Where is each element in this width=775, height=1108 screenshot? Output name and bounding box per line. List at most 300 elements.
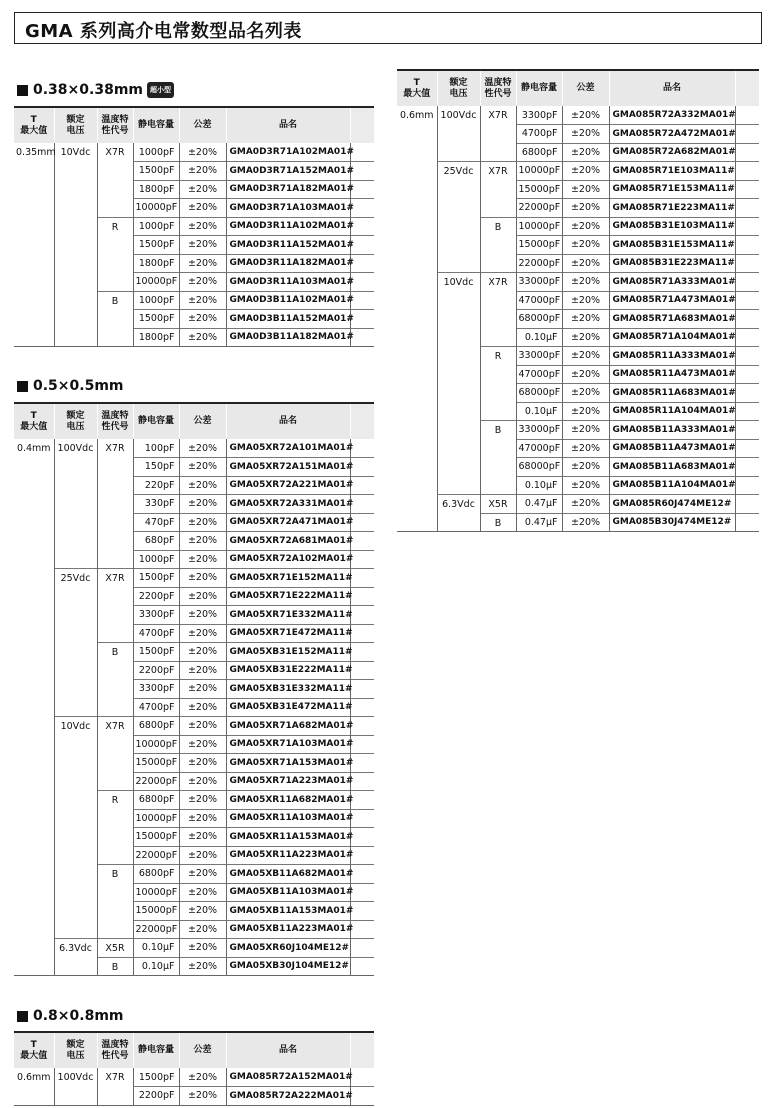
cell-voltage: 10Vdc — [54, 143, 97, 162]
cell-tolerance: ±20% — [179, 310, 226, 329]
section-heading-038 — [17, 82, 174, 98]
cell-part-number: GMA05XR72A102MA01# — [226, 550, 350, 569]
cell-thickness — [14, 939, 54, 958]
cell-voltage — [54, 643, 97, 662]
cell-voltage — [54, 1087, 97, 1106]
cell-temp-char — [480, 291, 516, 310]
cell-part-number: GMA085R60J474ME12# — [609, 495, 735, 514]
cell-voltage: 6.3Vdc — [54, 939, 97, 958]
cell-voltage — [54, 902, 97, 921]
table-row — [14, 532, 374, 551]
header-part-number — [226, 107, 350, 143]
cell-temp-char: X7R — [97, 717, 133, 736]
cell-capacitance: 3300pF — [516, 106, 562, 125]
cell-temp-char — [480, 125, 516, 144]
cell-tolerance: ±20% — [179, 254, 226, 273]
table-row — [14, 439, 374, 458]
header-tolerance — [179, 403, 226, 439]
cell-thickness — [397, 143, 437, 162]
header-tolerance-text: 公差 — [193, 120, 212, 131]
cell-spacer — [735, 495, 759, 514]
cell-voltage — [437, 254, 480, 273]
table-row — [397, 328, 759, 347]
cell-capacitance: 0.10μF — [516, 328, 562, 347]
cell-voltage — [437, 291, 480, 310]
cell-thickness — [14, 717, 54, 736]
cell-tolerance: ±20% — [562, 402, 609, 421]
cell-part-number: GMA05XR71E222MA11# — [226, 587, 350, 606]
cell-temp-char — [97, 495, 133, 514]
cell-temp-char: X7R — [480, 106, 516, 125]
cell-capacitance: 22000pF — [516, 254, 562, 273]
cell-thickness — [14, 957, 54, 976]
cell-capacitance: 1500pF — [133, 236, 179, 255]
table-row — [14, 643, 374, 662]
cell-temp-char — [480, 365, 516, 384]
table-row — [14, 291, 374, 310]
table-row — [14, 458, 374, 477]
cell-voltage — [54, 791, 97, 810]
cell-thickness: 0.35mm — [16, 147, 56, 158]
cell-part-number: GMA085R72A682MA01# — [609, 143, 735, 162]
table-row — [14, 883, 374, 902]
cell-spacer — [350, 754, 374, 773]
cell-temp-char — [97, 735, 133, 754]
cell-tolerance: ±20% — [179, 939, 226, 958]
cell-thickness — [14, 254, 54, 273]
cell-part-number: GMA05XR71E472MA11# — [226, 624, 350, 643]
header-rated-voltage-text: 额定 — [66, 115, 85, 126]
cell-temp-char — [97, 310, 133, 329]
cell-temp-char — [97, 458, 133, 477]
table-row — [14, 587, 374, 606]
cell-voltage — [54, 606, 97, 625]
cell-voltage: 100Vdc — [437, 106, 480, 125]
cell-thickness — [14, 902, 54, 921]
cell-capacitance: 10000pF — [516, 162, 562, 181]
cell-thickness — [14, 680, 54, 699]
cell-tolerance: ±20% — [562, 328, 609, 347]
cell-capacitance: 0.10μF — [133, 957, 179, 976]
cell-voltage — [54, 587, 97, 606]
cell-temp-char — [97, 532, 133, 551]
table-row — [397, 476, 759, 495]
spec-table-05 — [14, 402, 374, 976]
cell-spacer — [735, 217, 759, 236]
cell-thickness — [397, 347, 437, 366]
table-row — [397, 439, 759, 458]
cell-tolerance: ±20% — [179, 1068, 226, 1087]
cell-temp-char — [97, 476, 133, 495]
badge-ultra-small: 超小型 — [147, 82, 174, 98]
table-row — [397, 421, 759, 440]
cell-voltage — [437, 439, 480, 458]
cell-voltage — [437, 402, 480, 421]
cell-temp-char: X5R — [480, 495, 516, 514]
cell-voltage — [54, 162, 97, 181]
cell-spacer — [735, 236, 759, 255]
header-tolerance — [562, 70, 609, 106]
cell-spacer — [735, 439, 759, 458]
header-temp-char-subtext: 性代号 — [101, 421, 129, 432]
cell-voltage — [437, 476, 480, 495]
cell-temp-char: B — [97, 643, 133, 662]
cell-part-number: GMA05XR72A221MA01# — [226, 476, 350, 495]
cell-part-number: GMA085R72A152MA01# — [226, 1068, 350, 1087]
cell-thickness — [397, 236, 437, 255]
table-row — [14, 772, 374, 791]
cell-tolerance: ±20% — [179, 236, 226, 255]
cell-part-number: GMA05XR71E332MA11# — [226, 606, 350, 625]
cell-voltage — [54, 865, 97, 884]
table-row — [397, 495, 759, 514]
cell-part-number: GMA085R11A473MA01# — [609, 365, 735, 384]
header-capacitance-text: 静电容量 — [137, 120, 174, 131]
table-row — [397, 162, 759, 181]
cell-spacer — [350, 587, 374, 606]
cell-thickness — [14, 735, 54, 754]
cell-capacitance: 33000pF — [516, 273, 562, 292]
cell-tolerance: ±20% — [179, 513, 226, 532]
cell-part-number: GMA05XR11A103MA01# — [226, 809, 350, 828]
cell-capacitance: 6800pF — [516, 143, 562, 162]
table-row — [14, 902, 374, 921]
cell-thickness — [14, 291, 54, 310]
cell-voltage: 25Vdc — [437, 162, 480, 181]
header-temp-char-subtext: 性代号 — [484, 88, 512, 99]
cell-thickness — [14, 513, 54, 532]
cell-thickness — [14, 809, 54, 828]
table-row — [397, 384, 759, 403]
cell-capacitance: 68000pF — [516, 384, 562, 403]
cell-tolerance: ±20% — [179, 883, 226, 902]
cell-thickness — [397, 328, 437, 347]
cell-capacitance: 10000pF — [133, 735, 179, 754]
cell-thickness — [397, 495, 437, 514]
cell-tolerance: ±20% — [179, 458, 226, 477]
cell-thickness — [14, 920, 54, 939]
header-part-number-text: 品名 — [278, 416, 297, 427]
cell-temp-char: X7R — [97, 439, 133, 458]
table-row — [14, 476, 374, 495]
cell-spacer — [350, 643, 374, 662]
cell-thickness — [397, 199, 437, 218]
cell-spacer — [735, 125, 759, 144]
cell-spacer — [735, 162, 759, 181]
cell-capacitance: 3300pF — [133, 606, 179, 625]
cell-thickness — [14, 754, 54, 773]
cell-thickness — [397, 365, 437, 384]
header-rated-voltage-subtext: 电压 — [66, 1050, 85, 1061]
cell-thickness: 0.6mm — [399, 110, 434, 121]
cell-part-number: GMA05XB11A103MA01# — [226, 883, 350, 902]
cell-capacitance: 1500pF — [133, 310, 179, 329]
cell-part-number: GMA0D3R71A102MA01# — [226, 143, 350, 162]
cell-tolerance: ±20% — [179, 328, 226, 347]
header-rated-voltage-text: 额定 — [66, 1040, 85, 1051]
cell-temp-char — [97, 180, 133, 199]
cell-thickness — [397, 476, 437, 495]
cell-spacer — [350, 495, 374, 514]
cell-voltage — [54, 661, 97, 680]
cell-voltage — [54, 310, 97, 329]
cell-tolerance: ±20% — [562, 421, 609, 440]
cell-capacitance: 33000pF — [516, 347, 562, 366]
cell-capacitance: 150pF — [133, 458, 179, 477]
header-part-number — [609, 70, 735, 106]
cell-capacitance: 15000pF — [516, 236, 562, 255]
cell-temp-char: R — [97, 217, 133, 236]
cell-tolerance: ±20% — [562, 458, 609, 477]
cell-spacer — [350, 476, 374, 495]
header-t-max — [14, 107, 54, 143]
table-row — [397, 199, 759, 218]
cell-spacer — [350, 809, 374, 828]
cell-thickness — [14, 180, 54, 199]
cell-temp-char: X7R — [97, 1068, 133, 1087]
cell-spacer — [350, 698, 374, 717]
cell-capacitance: 22000pF — [516, 199, 562, 218]
header-rated-voltage-subtext: 电压 — [66, 421, 85, 432]
header-t-max — [14, 403, 54, 439]
cell-capacitance: 10000pF — [133, 809, 179, 828]
header-spacer — [350, 107, 374, 143]
table-row — [397, 254, 759, 273]
cell-temp-char — [97, 236, 133, 255]
cell-voltage — [54, 680, 97, 699]
cell-capacitance: 1500pF — [133, 1068, 179, 1087]
cell-capacitance: 10000pF — [133, 883, 179, 902]
cell-part-number: GMA05XR71A103MA01# — [226, 735, 350, 754]
cell-voltage — [54, 735, 97, 754]
cell-capacitance: 10000pF — [516, 217, 562, 236]
cell-voltage: 10Vdc — [54, 717, 97, 736]
cell-thickness — [14, 569, 54, 588]
cell-spacer — [350, 735, 374, 754]
cell-thickness — [14, 458, 54, 477]
cell-voltage — [54, 809, 97, 828]
cell-capacitance: 2200pF — [133, 1087, 179, 1106]
header-t-max-text: T — [30, 115, 37, 126]
cell-thickness — [397, 384, 437, 403]
cell-tolerance: ±20% — [179, 735, 226, 754]
cell-thickness — [397, 458, 437, 477]
header-temp-char-text: 温度特 — [101, 1040, 129, 1051]
table-row — [14, 865, 374, 884]
table-row — [14, 754, 374, 773]
cell-thickness — [14, 476, 54, 495]
table-row — [397, 273, 759, 292]
cell-part-number: GMA085R71A104MA01# — [609, 328, 735, 347]
table-row — [14, 513, 374, 532]
cell-spacer — [350, 439, 374, 458]
cell-capacitance: 470pF — [133, 513, 179, 532]
cell-temp-char — [97, 661, 133, 680]
cell-voltage — [54, 883, 97, 902]
cell-voltage — [54, 698, 97, 717]
cell-temp-char: R — [480, 347, 516, 366]
cell-thickness — [397, 513, 437, 532]
table-row — [397, 291, 759, 310]
header-rated-voltage-text: 额定 — [66, 411, 85, 422]
cell-spacer — [735, 143, 759, 162]
table-row — [14, 698, 374, 717]
cell-part-number: GMA0D3B11A102MA01# — [226, 291, 350, 310]
table-row — [397, 365, 759, 384]
cell-tolerance: ±20% — [562, 180, 609, 199]
cell-part-number: GMA085B31E153MA11# — [609, 236, 735, 255]
cell-voltage — [54, 199, 97, 218]
table-row — [14, 939, 374, 958]
cell-spacer — [735, 421, 759, 440]
cell-part-number: GMA05XR11A682MA01# — [226, 791, 350, 810]
cell-voltage — [54, 254, 97, 273]
cell-voltage: 100Vdc — [54, 1068, 97, 1087]
cell-capacitance: 0.10μF — [133, 939, 179, 958]
section-heading-08 — [17, 1008, 124, 1024]
header-spacer — [735, 70, 759, 106]
cell-spacer — [735, 513, 759, 532]
cell-voltage: 6.3Vdc — [437, 495, 480, 514]
cell-capacitance: 68000pF — [516, 458, 562, 477]
cell-spacer — [350, 458, 374, 477]
cell-temp-char — [97, 162, 133, 181]
cell-voltage — [437, 125, 480, 144]
cell-temp-char — [480, 402, 516, 421]
cell-voltage — [437, 199, 480, 218]
cell-tolerance: ±20% — [179, 143, 226, 162]
cell-temp-char: B — [480, 421, 516, 440]
page-title: GMA 系列高介电常数型品名列表 — [25, 21, 302, 42]
cell-temp-char — [97, 273, 133, 292]
cell-tolerance: ±20% — [562, 254, 609, 273]
header-rated-voltage — [54, 403, 97, 439]
cell-spacer — [735, 106, 759, 125]
cell-temp-char — [97, 754, 133, 773]
cell-temp-char: B — [97, 865, 133, 884]
table-row — [397, 217, 759, 236]
cell-temp-char — [480, 384, 516, 403]
cell-spacer — [735, 199, 759, 218]
cell-voltage — [437, 384, 480, 403]
cell-capacitance: 10000pF — [133, 273, 179, 292]
cell-part-number: GMA085R71E223MA11# — [609, 199, 735, 218]
cell-spacer — [350, 624, 374, 643]
cell-voltage: 100Vdc — [54, 439, 97, 458]
cell-thickness — [14, 199, 54, 218]
cell-capacitance: 220pF — [133, 476, 179, 495]
table-row — [14, 717, 374, 736]
cell-tolerance: ±20% — [562, 273, 609, 292]
cell-part-number: GMA05XB11A682MA01# — [226, 865, 350, 884]
table-row — [14, 735, 374, 754]
cell-thickness — [14, 846, 54, 865]
cell-part-number: GMA05XR72A101MA01# — [226, 439, 350, 458]
cell-part-number: GMA05XR71A682MA01# — [226, 717, 350, 736]
cell-thickness — [14, 273, 54, 292]
header-capacitance — [516, 70, 562, 106]
table-row — [397, 310, 759, 329]
cell-tolerance: ±20% — [179, 476, 226, 495]
table-row — [397, 402, 759, 421]
table-row — [397, 143, 759, 162]
cell-part-number: GMA0D3R11A152MA01# — [226, 236, 350, 255]
header-capacitance-text: 静电容量 — [137, 1045, 174, 1056]
cell-part-number: GMA085B30J474ME12# — [609, 513, 735, 532]
table-row — [397, 180, 759, 199]
cell-voltage — [54, 550, 97, 569]
cell-part-number: GMA05XB31E332MA11# — [226, 680, 350, 699]
cell-thickness — [14, 791, 54, 810]
cell-voltage — [54, 476, 97, 495]
cell-part-number: GMA0D3R11A103MA01# — [226, 273, 350, 292]
spec-table-08 — [14, 1031, 374, 1106]
cell-voltage — [54, 273, 97, 292]
cell-voltage — [54, 846, 97, 865]
cell-spacer — [350, 939, 374, 958]
cell-tolerance: ±20% — [179, 439, 226, 458]
cell-tolerance: ±20% — [179, 532, 226, 551]
cell-spacer — [350, 680, 374, 699]
cell-temp-char — [97, 328, 133, 347]
cell-thickness — [14, 532, 54, 551]
cell-voltage — [437, 180, 480, 199]
cell-thickness — [14, 624, 54, 643]
table-row — [14, 809, 374, 828]
cell-capacitance: 1000pF — [133, 217, 179, 236]
cell-part-number: GMA085B31E103MA11# — [609, 217, 735, 236]
cell-thickness — [14, 236, 54, 255]
header-t-max-subtext: 最大值 — [20, 1050, 48, 1061]
cell-voltage — [437, 328, 480, 347]
header-tolerance-text: 公差 — [193, 416, 212, 427]
cell-capacitance: 4700pF — [516, 125, 562, 144]
cell-temp-char — [480, 254, 516, 273]
cell-voltage — [437, 217, 480, 236]
table-row — [14, 236, 374, 255]
cell-thickness — [14, 217, 54, 236]
cell-tolerance: ±20% — [562, 347, 609, 366]
table-row — [14, 550, 374, 569]
cell-temp-char — [480, 180, 516, 199]
cell-spacer — [350, 865, 374, 884]
table-row — [14, 217, 374, 236]
cell-temp-char — [480, 199, 516, 218]
cell-spacer — [735, 180, 759, 199]
cell-thickness: 0.6mm — [16, 1072, 51, 1083]
cell-thickness — [14, 883, 54, 902]
cell-voltage — [437, 310, 480, 329]
cell-spacer — [735, 254, 759, 273]
cell-spacer — [735, 458, 759, 477]
cell-voltage — [437, 513, 480, 532]
cell-temp-char — [97, 698, 133, 717]
cell-spacer — [350, 513, 374, 532]
cell-tolerance: ±20% — [179, 643, 226, 662]
cell-tolerance: ±20% — [179, 661, 226, 680]
cell-voltage — [54, 291, 97, 310]
table-row — [14, 162, 374, 181]
header-part-number-text: 品名 — [278, 1045, 297, 1056]
cell-spacer — [735, 328, 759, 347]
cell-part-number: GMA085R11A683MA01# — [609, 384, 735, 403]
spec-table-08-continued — [397, 69, 759, 532]
cell-thickness — [14, 550, 54, 569]
cell-capacitance: 10000pF — [133, 199, 179, 218]
cell-thickness — [14, 328, 54, 347]
header-capacitance-text: 静电容量 — [137, 416, 174, 427]
cell-temp-char — [97, 254, 133, 273]
